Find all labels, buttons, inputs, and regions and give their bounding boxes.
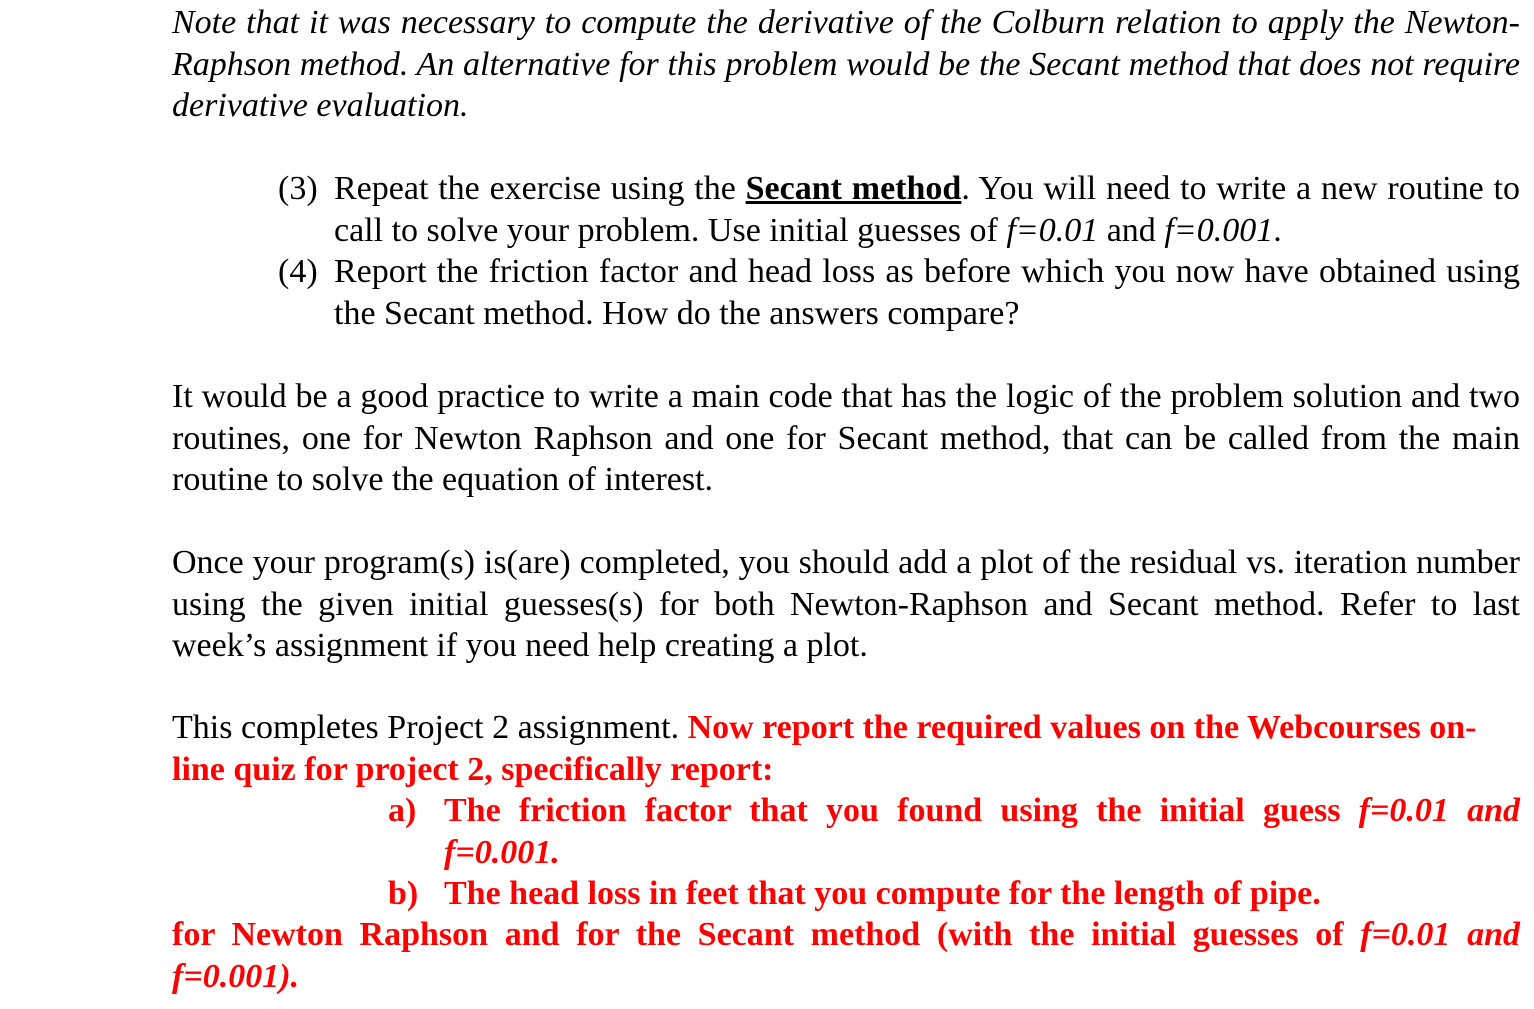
list-letter: b) <box>388 875 419 912</box>
list-item <box>278 251 1520 334</box>
list-number: (4) <box>278 253 318 290</box>
secant-method-emphasis: Secant method <box>745 170 962 207</box>
completion-paragraph: This completes Project 2 assignment. Now report the required values on the Webcourses on-line quiz for project 2, specifically report: <box>172 709 1477 788</box>
list-item <box>388 873 1520 915</box>
list-item <box>388 790 1520 873</box>
list-item <box>278 168 1520 251</box>
list-text: Report the friction factor and head loss as before which you now have obtained using the Secant method. How do the answers compare? <box>334 253 1520 332</box>
report-instruction: Now report the required values on the Webcourses on-line quiz for project 2, specifically report: <box>172 709 1477 788</box>
step-list <box>278 168 1520 334</box>
list-letter: a) <box>388 792 417 829</box>
list-text: Repeat the exercise using the Secant method. You will need to write a new routine to call to solve your problem. Use initial guesses of f=0.01 and f=0.001. <box>334 170 1520 249</box>
closing-paragraph: for Newton Raphson and for the Secant method (with the initial guesses of f=0.01 and f=0.001). <box>172 916 1520 995</box>
list-text: The head loss in feet that you compute for the length of pipe. <box>444 875 1321 912</box>
list-text: The friction factor that you found using the initial guess f=0.01 and f=0.001. <box>444 792 1521 871</box>
list-number: (3) <box>278 170 318 207</box>
plot-paragraph: Once your program(s) is(are) completed, you should add a plot of the residual vs. iteration number using the given initial guesses(s) for both Newton-Raphson and Secant method. Refer to last week’s assignment if you need help creating a plot. <box>172 544 1520 664</box>
practice-paragraph: It would be a good practice to write a main code that has the logic of the problem solution and two routines, one for Newton Raphson and one for Secant method, that can be called from the main routine to solve the equation of interest. <box>172 378 1520 498</box>
note-paragraph: Note that it was necessary to compute the derivative of the Colburn relation to apply the Newton-Raphson method. An alternative for this problem would be the Secant method that does not require derivative evaluation. <box>172 4 1520 124</box>
report-list <box>388 790 1520 915</box>
